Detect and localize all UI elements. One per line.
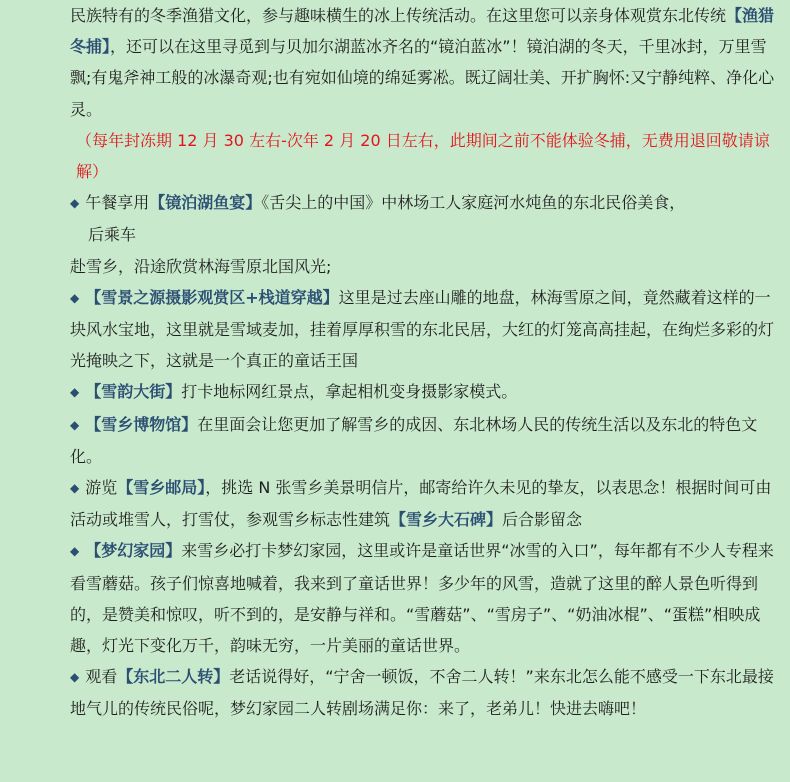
highlight-fish-banquet: 【镜泊湖鱼宴】	[149, 193, 262, 213]
highlight-post-office: 【雪乡邮局】	[117, 478, 206, 498]
post-text-1: 游览	[85, 478, 118, 498]
show-text-2: 老话说得好，“宁舍一顿饭，不舍二人转！”来东北怎么能不感受一下东北最接地气儿的传统民俗呢，梦幻家园二人转剧场满足你：来了，老弟儿！快进去嗨吧！	[70, 667, 774, 719]
post-text-2: ，挑选 N 张雪乡美景明信片，邮寄给许久未见的挚友，以表思念！根据时间可由活动或堆雪人，打雪仗，参观雪乡标志性建筑	[70, 478, 772, 530]
post-office-paragraph	[70, 472, 776, 535]
highlight-fishing: 【渔猎冬捕】	[70, 6, 775, 57]
intro-text-1: 民族特有的冬季渔猎文化，参与趣味横生的冰上传统活动。在这里您可以亲身体观赏东北传统	[70, 6, 727, 25]
street-text: 打卡地标网红景点，拿起相机变身摄影家模式。	[181, 382, 518, 402]
dream-home-paragraph	[70, 535, 776, 661]
lunch-text-1: 午餐享用	[85, 193, 150, 213]
photo-text: 这里是过去座山雕的地盘，林海雪原之间，竟然藏着这样的一块风水宝地，这里就是雪域麦加，挂着厚厚积雪的东北民居，大红的灯笼高高挂起，在绚烂多彩的灯光掩映之下，这就是一个真正的童话王国	[70, 287, 775, 371]
lunch-continuation: 后乘车	[88, 225, 137, 245]
photo-area-paragraph	[70, 282, 776, 377]
lunch-text-2: 《舌尖上的中国》中林场工人家庭河水炖鱼的东北民俗美食，	[261, 193, 686, 213]
diamond-bullet-icon: ◆	[70, 290, 80, 305]
street-paragraph	[70, 376, 776, 408]
highlight-errenzhuan: 【东北二人转】	[117, 667, 230, 687]
intro-text-2: ，还可以在这里寻觅到与贝加尔湖蓝冰齐名的“镜泊蓝冰”！镜泊湖的冬天，千里冰封，万里雪飘;有鬼斧神工般的冰瀑奇观;也有宛如仙境的绵延雾凇。既辽阔壮美、开扩胸怀:又宁静纯粹、净化心灵。	[70, 37, 775, 119]
museum-text: 在里面会让您更加了解雪乡的成因、东北林场人民的传统生活以及东北的特色文化。	[70, 414, 758, 466]
diamond-bullet-icon: ◆	[70, 481, 80, 496]
notice-text: （每年封冻期 12 月 30 左右-次年 2 月 20 日左右，此期间之前不能体验冬捕，无费用退回敬请谅解）	[76, 130, 770, 182]
diamond-bullet-icon: ◆	[70, 544, 80, 559]
diamond-bullet-icon: ◆	[70, 196, 80, 211]
show-text-1: 观看	[85, 667, 118, 687]
dream-text: 来雪乡必打卡梦幻家园，这里或许是童话世界“冰雪的入口”，每年都有不少人专程来看雪蘑菇。孩子们惊喜地喊着，我来到了童话世界！多少年的风雪，造就了这里的醉人景色听得到的，是赞美和惊叹，听不到的，是安静与祥和。“雪蘑菇”、“雪房子”、“奶油冰棍”、“蛋糕”相映成趣，灯光下变化万千，韵味无穷，一片美丽的童话世界。	[70, 541, 774, 656]
diamond-bullet-icon: ◆	[70, 670, 80, 685]
show-paragraph	[70, 661, 776, 724]
highlight-dream-home: 【梦幻家园】	[85, 541, 182, 561]
highlight-photo-area: 【雪景之源摄影观赏区+栈道穿越】	[85, 287, 339, 307]
xuexiang-text: 赴雪乡，沿途欣赏林海雪原北国风光;	[70, 256, 332, 276]
diamond-bullet-icon: ◆	[70, 385, 80, 400]
highlight-snow-street: 【雪韵大街】	[85, 382, 182, 402]
intro-paragraph	[70, 0, 776, 125]
post-text-3: 后合影留念	[502, 510, 583, 530]
lunch-paragraph	[70, 187, 776, 219]
diamond-bullet-icon: ◆	[70, 417, 80, 432]
highlight-stone-tablet: 【雪乡大石碑】	[390, 510, 503, 530]
highlight-museum: 【雪乡博物馆】	[85, 414, 198, 434]
museum-paragraph	[70, 409, 776, 472]
